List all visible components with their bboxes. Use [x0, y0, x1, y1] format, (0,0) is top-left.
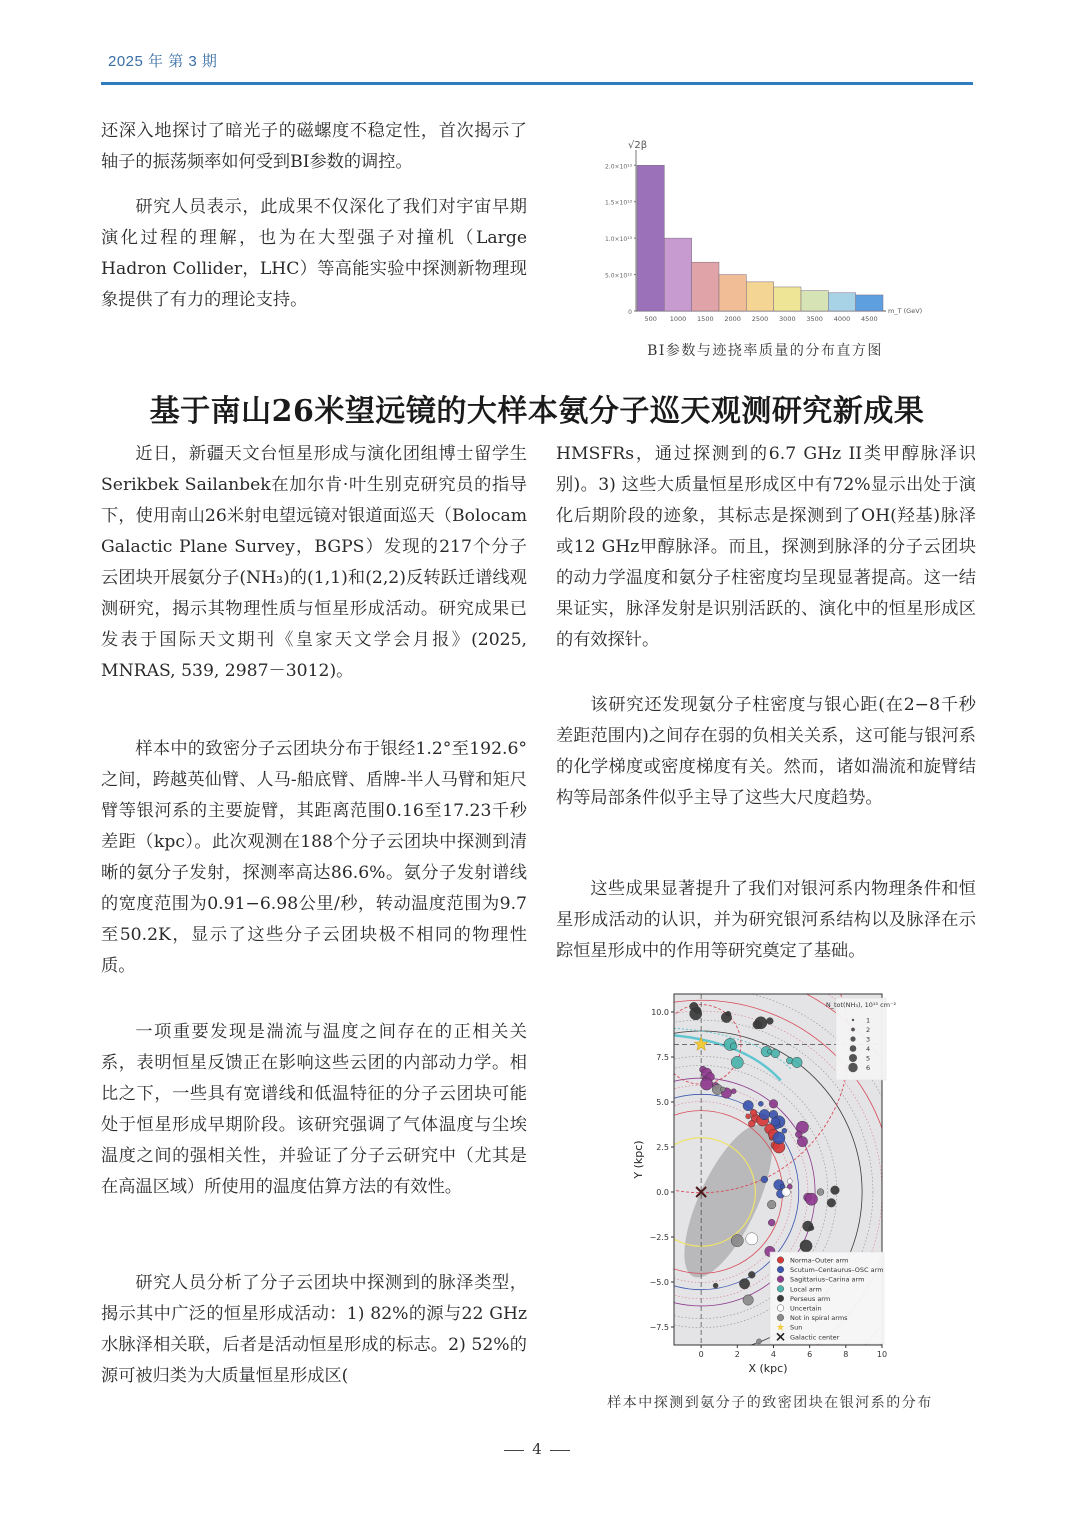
y-axis-label: Y (kpc): [632, 1140, 645, 1179]
intro-paragraph-1: 还深入地探讨了暗光子的磁螺度不稳定性，首次揭示了轴子的振荡频率如何受到BI参数的调控。: [101, 121, 527, 172]
size-legend-marker: [848, 1063, 857, 1072]
size-legend-label: 2: [866, 1026, 871, 1034]
x-axis-label: X (kpc): [748, 1362, 788, 1375]
data-point: [771, 1118, 780, 1127]
data-point: [748, 1271, 755, 1278]
data-point: [726, 1011, 731, 1016]
histogram-caption: BI参数与迹挠率质量的分布直方图: [647, 343, 883, 359]
header-rule: [101, 82, 973, 85]
histogram-bar: [719, 275, 746, 311]
article-paragraph-5: HMSFRs，通过探测到的6.7 GHz II类甲醇脉泽识别)。3) 这些大质量恒星形成区中有72%显示出处于演化后期阶段的迹象，其标志是探测到了OH(羟基)脉泽或12 GHz甲醇脉泽。而且，探测到脉泽的分子云团块的动力学温度和氨分子柱密度均呈现显著提高。这一结果证实，脉泽发射是识别活跃的、演化中的恒星形成区的有效探针。: [556, 444, 976, 650]
page-number-text: 4: [532, 1440, 542, 1458]
x-tick-label: 1000: [669, 315, 687, 323]
data-point: [782, 1188, 791, 1197]
x-axis-label: m_T (GeV): [888, 307, 923, 315]
x-tick-label: 4500: [861, 315, 878, 323]
x-tick-label: 2500: [751, 315, 769, 323]
data-point: [769, 1100, 778, 1109]
data-point: [731, 1089, 736, 1094]
x-tick-label: 4: [770, 1350, 777, 1359]
data-point: [771, 1049, 780, 1058]
histogram-bar: [664, 238, 691, 311]
x-tick-label: 10: [876, 1350, 888, 1359]
legend-label: Local arm: [790, 1285, 822, 1294]
issue-header: 2025 年 第 3 期: [108, 53, 218, 70]
y-tick-label: −7.5: [649, 1323, 669, 1332]
data-point: [731, 1056, 743, 1068]
data-point: [827, 1199, 836, 1208]
x-tick-label: 1500: [697, 315, 714, 323]
size-legend-label: 4: [866, 1045, 871, 1053]
data-point: [746, 1233, 758, 1245]
data-point: [713, 1283, 718, 1288]
legend-marker: [777, 1276, 784, 1283]
page-dash-left: [504, 1450, 524, 1451]
histogram-bar: [801, 291, 828, 311]
data-point: [743, 1295, 753, 1305]
histogram-bar: [692, 262, 719, 311]
size-legend-label: 5: [866, 1054, 871, 1063]
data-point: [797, 1136, 807, 1146]
data-point: [831, 1186, 840, 1195]
y-tick-label: 2.0×10¹³: [604, 163, 632, 171]
x-tick-label: 500: [644, 315, 657, 323]
x-tick-label: 3500: [806, 315, 823, 323]
size-legend-label: 6: [866, 1064, 871, 1072]
data-point: [748, 1120, 755, 1127]
x-tick-label: 6: [807, 1350, 813, 1359]
legend-marker: [777, 1286, 784, 1293]
y-tick-label: 0.0: [656, 1188, 669, 1197]
data-point: [809, 1226, 814, 1231]
y-tick-label: 1.5×10¹³: [604, 199, 632, 207]
histogram-bar: [774, 287, 801, 311]
legend-label: Galactic center: [790, 1333, 840, 1342]
x-tick-label: 4000: [833, 315, 851, 323]
data-point: [792, 1057, 802, 1067]
data-point: [805, 1193, 817, 1205]
y-tick-label: 5.0×10¹²: [604, 272, 632, 280]
article-paragraph-2: 样本中的致密分子云团块分布于银经1.2°至192.6°之间，跨越英仙臂、人马-船底臂、盾牌-半人马臂和矩尺臂等银河系的主要旋臂，其距离范围0.16至17.23千秒差距（kpc）。此次观测在188个分子云团块中探测到清晰的氨分子发射，探测率高达86.6%。氨分子发射谱线的宽度范围为0.91−6.98公里/秒，转动温度范围为9.7至50.2K，显示了这些分子云团块极不相同的物理性质。: [101, 739, 527, 976]
size-legend-label: 1: [866, 1016, 871, 1025]
histogram-bar: [828, 293, 855, 311]
y-tick-label: 2.5: [656, 1143, 669, 1152]
y-tick-label: 0: [628, 309, 632, 316]
x-tick-label: 2: [734, 1350, 740, 1359]
y-tick-label: −5.0: [649, 1278, 669, 1287]
size-legend-label: 3: [866, 1035, 871, 1044]
legend-label: Sagittarius–Carina arm: [790, 1275, 865, 1284]
galaxy-caption: 样本中探测到氨分子的致密团块在银河系的分布: [607, 1395, 933, 1411]
x-tick-label: 2000: [724, 315, 741, 323]
bi-parameter-histogram: [590, 128, 940, 328]
data-point: [817, 1189, 824, 1196]
data-point: [755, 1017, 767, 1029]
x-tick-label: 8: [843, 1350, 849, 1359]
size-legend-marker: [850, 1036, 855, 1041]
legend-marker: [777, 1305, 784, 1312]
legend-marker: [777, 1295, 784, 1302]
legend-marker: [777, 1314, 784, 1321]
data-point: [700, 1078, 712, 1090]
data-point: [787, 1179, 792, 1184]
x-tick-label: 3000: [779, 315, 796, 323]
legend-label: Sun: [790, 1323, 803, 1332]
legend-label: Not in spiral arms: [790, 1314, 848, 1323]
data-point: [720, 1087, 725, 1092]
intro-paragraph-2: 研究人员表示，此成果不仅深化了我们对宇宙早期演化过程的理解，也为在大型强子对撞机（Large Hadron Collider，LHC）等高能实验中探测新物理现象提供了有力的理论支持。: [101, 197, 527, 310]
article-title: 基于南山26米望远镜的大样本氨分子巡天观测研究新成果: [149, 394, 925, 429]
legend-label: Norma–Outer arm: [790, 1256, 849, 1265]
data-point: [768, 1219, 775, 1226]
y-tick-label: 5.0: [656, 1098, 669, 1107]
article-paragraph-4: 研究人员分析了分子云团块中探测到的脉泽类型，揭示其中广泛的恒星形成活动：1) 82%的源与22 GHz水脉泽相关联，后者是活动恒星形成的标志。2) 52%的源可被归类为大质量恒星形成区(: [101, 1273, 527, 1386]
legend-marker: [777, 1266, 784, 1273]
article-paragraph-7: 这些成果显著提升了我们对银河系内物理条件和恒星形成活动的认识，并为研究银河系结构以及脉泽在示踪恒星形成中的作用等研究奠定了基础。: [556, 879, 976, 961]
size-legend-title: N_tot(NH₃), 10¹⁵ cm⁻²: [825, 1001, 897, 1009]
size-legend-marker: [851, 1028, 855, 1032]
data-point: [694, 1007, 701, 1014]
y-tick-label: 7.5: [656, 1053, 669, 1062]
page-dash-right: [550, 1450, 570, 1451]
data-point: [757, 1339, 762, 1344]
size-legend-marker: [852, 1019, 854, 1021]
x-tick-label: 0: [698, 1350, 704, 1359]
page-number: [470, 1440, 604, 1458]
data-point: [758, 1101, 763, 1106]
data-point: [800, 1240, 812, 1252]
data-point: [782, 1128, 787, 1133]
article-paragraph-6: 该研究还发现氨分子柱密度与银心距(在2−8千秒差距范围内)之间存在弱的负相关关系，这可能与银河系的化学梯度或密度梯度有关。然而，诸如湍流和旋臂结构等局部条件似乎主导了这些大尺度趋势。: [556, 695, 976, 808]
y-tick-label: −2.5: [649, 1233, 669, 1242]
size-legend-box: [836, 998, 886, 1080]
article-paragraph-3: 一项重要发现是湍流与温度之间存在的正相关关系，表明恒星反馈正在影响这些云团的内部动力学。相比之下，一些具有宽谱线和低温特征的分子云团块可能处于恒星形成早期阶段。该研究强调了气体温度与尘埃温度之间的强相关性，并验证了分子云研究中（尤其是在高温区域）所使用的温度估算方法的有效性。: [101, 1022, 527, 1197]
data-point: [750, 1109, 757, 1116]
data-point: [759, 1109, 769, 1119]
size-legend-marker: [850, 1045, 857, 1052]
article-paragraph-1: 近日，新疆天文台恒星形成与演化团组博士留学生Serikbek Sailanbek在加尔肯·叶生别克研究员的指导下，使用南山26米射电望远镜对银道面巡天（Bolocam Galactic Plane Survey，BGPS）发现的217个分子云团块开展氨分子(NH₃)的(1,1)和(2,2)反转跃迁谱线观测研究，揭示其物理性质与恒星形成活动。研究成果已发表于国际天文期刊《皇家天文学会月报》(2025, MNRAS, 539, 2987－3012)。: [101, 444, 527, 681]
histogram-bar: [637, 165, 664, 311]
data-point: [767, 1200, 776, 1209]
data-point: [761, 1176, 768, 1183]
data-point: [730, 1043, 737, 1050]
y-axis-label: √2β: [628, 140, 648, 151]
size-legend-marker: [849, 1054, 857, 1062]
data-point: [746, 1114, 751, 1119]
data-point: [773, 1132, 785, 1144]
histogram-bar: [746, 282, 773, 311]
y-tick-label: 10.0: [651, 1008, 669, 1017]
data-point: [739, 1279, 749, 1289]
data-point: [766, 1018, 773, 1025]
legend-label: Perseus arm: [790, 1294, 831, 1303]
data-point: [743, 1100, 753, 1110]
legend-sun-icon: ★: [776, 1322, 785, 1334]
histogram-bar: [856, 295, 883, 311]
legend-marker: [777, 1257, 784, 1264]
y-tick-label: 1.0×10¹³: [604, 236, 632, 244]
legend-label: Scutum–Centaurus–OSC arm: [790, 1266, 884, 1275]
data-point: [731, 1235, 743, 1247]
galaxy-distribution-plot: [620, 990, 910, 1380]
legend-label: Uncertain: [790, 1304, 822, 1313]
